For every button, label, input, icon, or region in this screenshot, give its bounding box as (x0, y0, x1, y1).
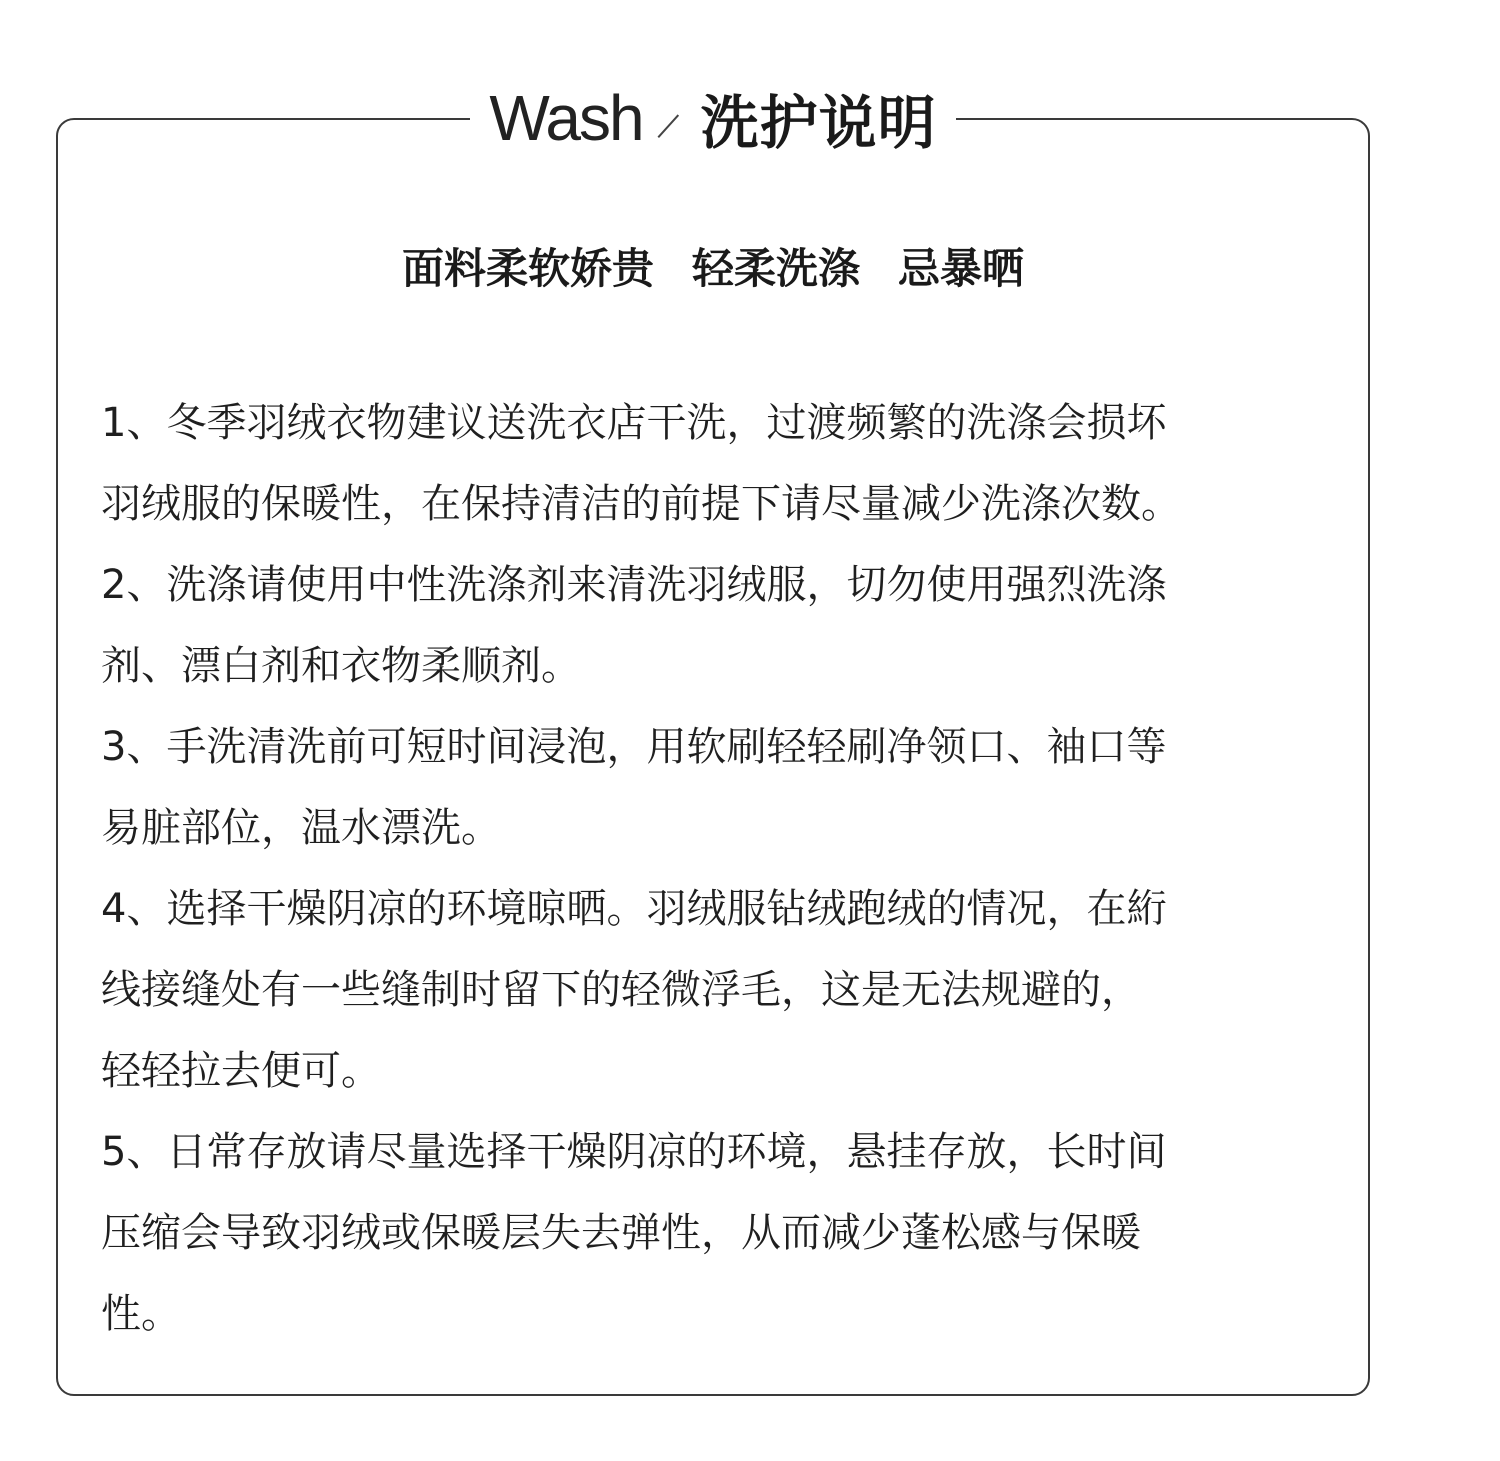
instruction-line: 2、洗涤请使用中性洗涤剂来清洗羽绒服，切勿使用强烈洗涤 (101, 562, 1167, 608)
instruction-line: 性。 (101, 1291, 181, 1337)
instruction-line: 4、选择干燥阴凉的环境晾晒。羽绒服钻绒跑绒的情况，在絎 (101, 886, 1167, 932)
slash-divider-icon (653, 88, 693, 148)
instruction-line: 压缩会导致羽绒或保暖层失去弹性，从而减少蓬松感与保暖 (101, 1210, 1141, 1256)
summary-part-gentle-wash: 轻柔洗涤 (691, 244, 860, 293)
instruction-line: 羽绒服的保暖性，在保持清洁的前提下请尽量减少洗涤次数。 (101, 481, 1181, 527)
summary-part-no-sun: 忌暴晒 (898, 244, 1025, 293)
header-title-en: Wash (489, 82, 643, 154)
instruction-line: 1、冬季羽绒衣物建议送洗衣店干洗，过渡频繁的洗涤会损坏 (101, 400, 1167, 446)
instruction-line: 易脏部位，温水漂洗。 (101, 805, 501, 851)
instruction-line: 轻轻拉去便可。 (101, 1048, 381, 1094)
header-title-cn: 洗护说明 (700, 89, 937, 157)
instruction-line: 剂、漂白剂和衣物柔顺剂。 (101, 643, 581, 689)
instruction-line: 线接缝处有一些缝制时留下的轻微浮毛，这是无法规避的， (101, 967, 1141, 1013)
summary-part-fabric: 面料柔软娇贵 (401, 244, 654, 293)
care-summary (56, 236, 1370, 296)
instruction-line: 3、手洗清洗前可短时间浸泡，用软刷轻轻刷净领口、袖口等 (101, 724, 1167, 770)
instruction-line: 5、日常存放请尽量选择干燥阴凉的环境，悬挂存放，长时间 (101, 1129, 1167, 1175)
section-header (470, 70, 956, 166)
instructions-body (101, 383, 1321, 1355)
